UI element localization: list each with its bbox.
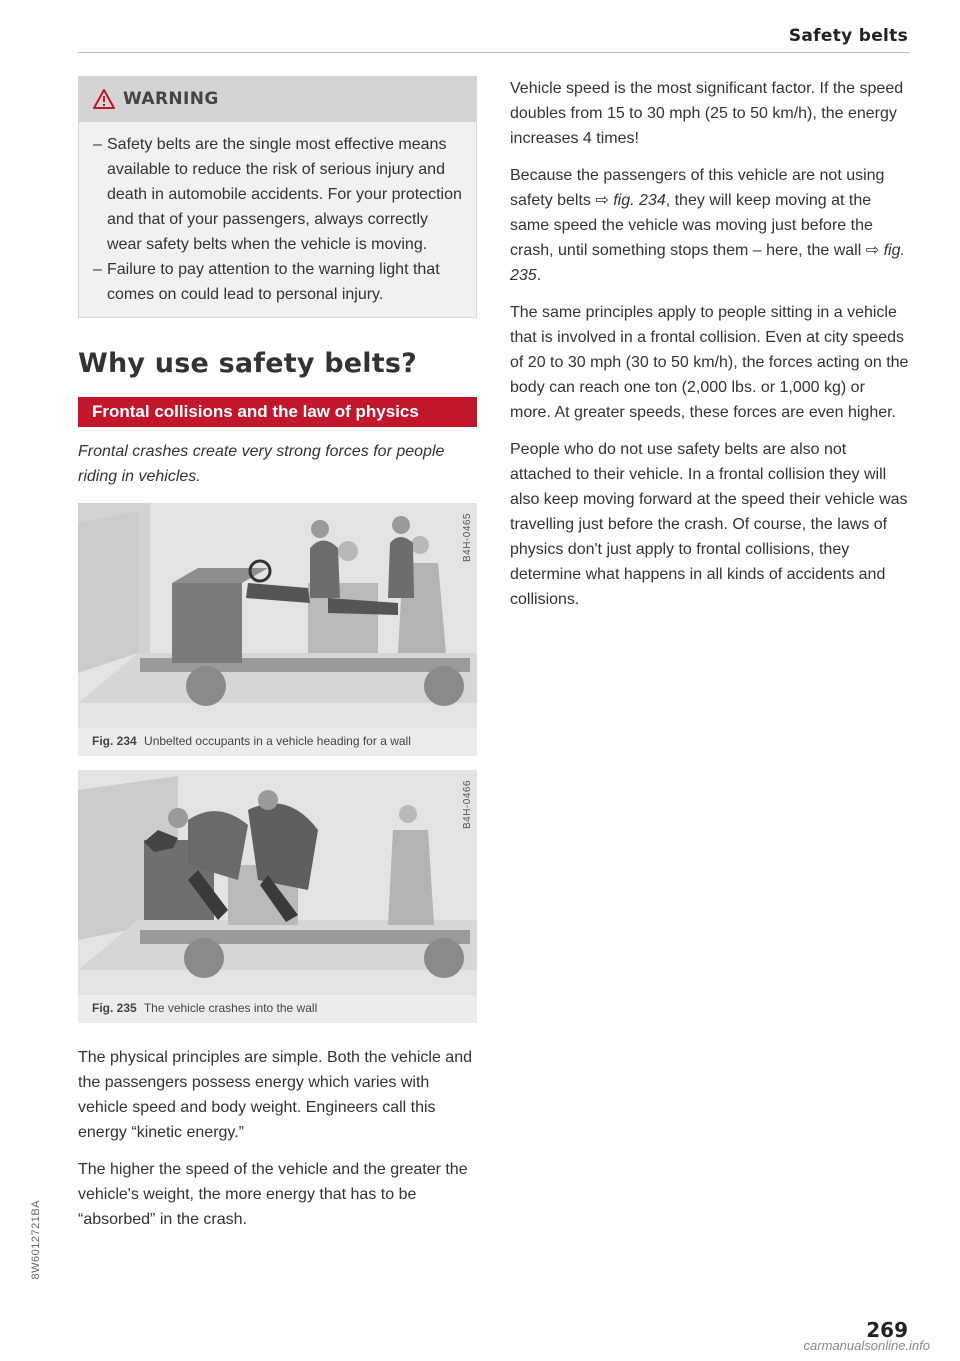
warning-list xyxy=(79,122,476,317)
paragraph-text: , they will keep moving at the same speed the vehicle was moving just before the crash, until something stops them – here, the wall xyxy=(510,192,873,259)
page-header-title: Safety belts xyxy=(788,26,908,46)
figure-235-illustration xyxy=(78,770,477,995)
paragraph-text: . xyxy=(536,267,542,284)
body-paragraph: Vehicle speed is the most significant factor. If the speed doubles from 15 to 30 mph (25 to 50 km/h), the energy increases 4 times! xyxy=(510,80,904,147)
left-column xyxy=(78,76,477,1232)
page-number: 269 xyxy=(866,1318,908,1342)
figure-reference-link[interactable]: ⇨ fig. 235 xyxy=(510,242,905,284)
body-paragraph: The higher the speed of the vehicle and the greater the vehicle's weight, the more energy that has to be “absorbed” in the crash. xyxy=(78,1161,468,1228)
body-paragraph: The physical principles are simple. Both the vehicle and the passengers possess energy which varies with vehicle speed and body weight. Engineers call this energy “kinetic energy.” xyxy=(78,1049,472,1141)
warning-label: WARNING xyxy=(123,89,219,109)
warning-box xyxy=(78,76,477,318)
figure-caption xyxy=(78,995,477,1023)
intro-text: Frontal crashes create very strong forces for people riding in vehicles. xyxy=(78,443,445,485)
figure-caption-text: The vehicle crashes into the wall xyxy=(143,1001,318,1015)
figure-number: Fig. 235 xyxy=(92,1001,137,1015)
figure-caption xyxy=(78,728,477,756)
figure-code: B4H-0465 xyxy=(462,513,473,563)
crash-into-wall-illustration xyxy=(78,770,477,995)
body-paragraph: People who do not use safety belts are also not attached to their vehicle. In a frontal collision they will also keep moving forward at the speed their vehicle was travelling just before the crash. Of course, the laws of physics don't just apply to frontal collisions, they determine what happens in all kinds of accidents and collisions. xyxy=(510,441,908,608)
warning-item: – Failure to pay attention to the warning light that comes on could lead to personal injury. xyxy=(93,257,462,307)
paragraph-text: Because the passengers of this vehicle are not using safety belts xyxy=(510,167,885,209)
subsection-title: Frontal collisions and the law of physics xyxy=(78,397,477,427)
warning-triangle-icon xyxy=(93,89,115,109)
watermark: carmanualsonline.info xyxy=(803,1338,930,1353)
figure-234-illustration xyxy=(78,503,477,728)
right-column xyxy=(510,76,910,612)
unbelted-occupants-illustration xyxy=(78,503,477,728)
figure-234 xyxy=(78,503,477,756)
warning-item: – Safety belts are the single most effective means available to reduce the risk of serious injury and death in automobile accidents. For your protection and that of your passengers, always correctly wear safety belts when the vehicle is moving. xyxy=(93,132,462,257)
figure-reference-link[interactable]: ⇨ fig. 234 xyxy=(595,192,666,209)
figure-caption-text: Unbelted occupants in a vehicle heading for a wall xyxy=(144,734,411,748)
document-code: 8W6012721BA xyxy=(30,1200,42,1280)
figure-235 xyxy=(78,770,477,1023)
figure-code: B4H-0466 xyxy=(462,780,473,830)
warning-header xyxy=(79,76,476,122)
body-paragraph xyxy=(510,163,910,288)
body-paragraph: The same principles apply to people sitting in a vehicle that is involved in a frontal collision. Even at city speeds of 20 to 30 mph (30 to 50 km/h), the forces acting on the body can reach one ton (2,000 lbs. or 1,000 kg) or more. At greater speeds, these forces are even higher. xyxy=(510,304,909,421)
figure-number: Fig. 234 xyxy=(92,734,137,748)
header-divider xyxy=(78,52,910,53)
section-title: Why use safety belts? xyxy=(78,348,417,379)
